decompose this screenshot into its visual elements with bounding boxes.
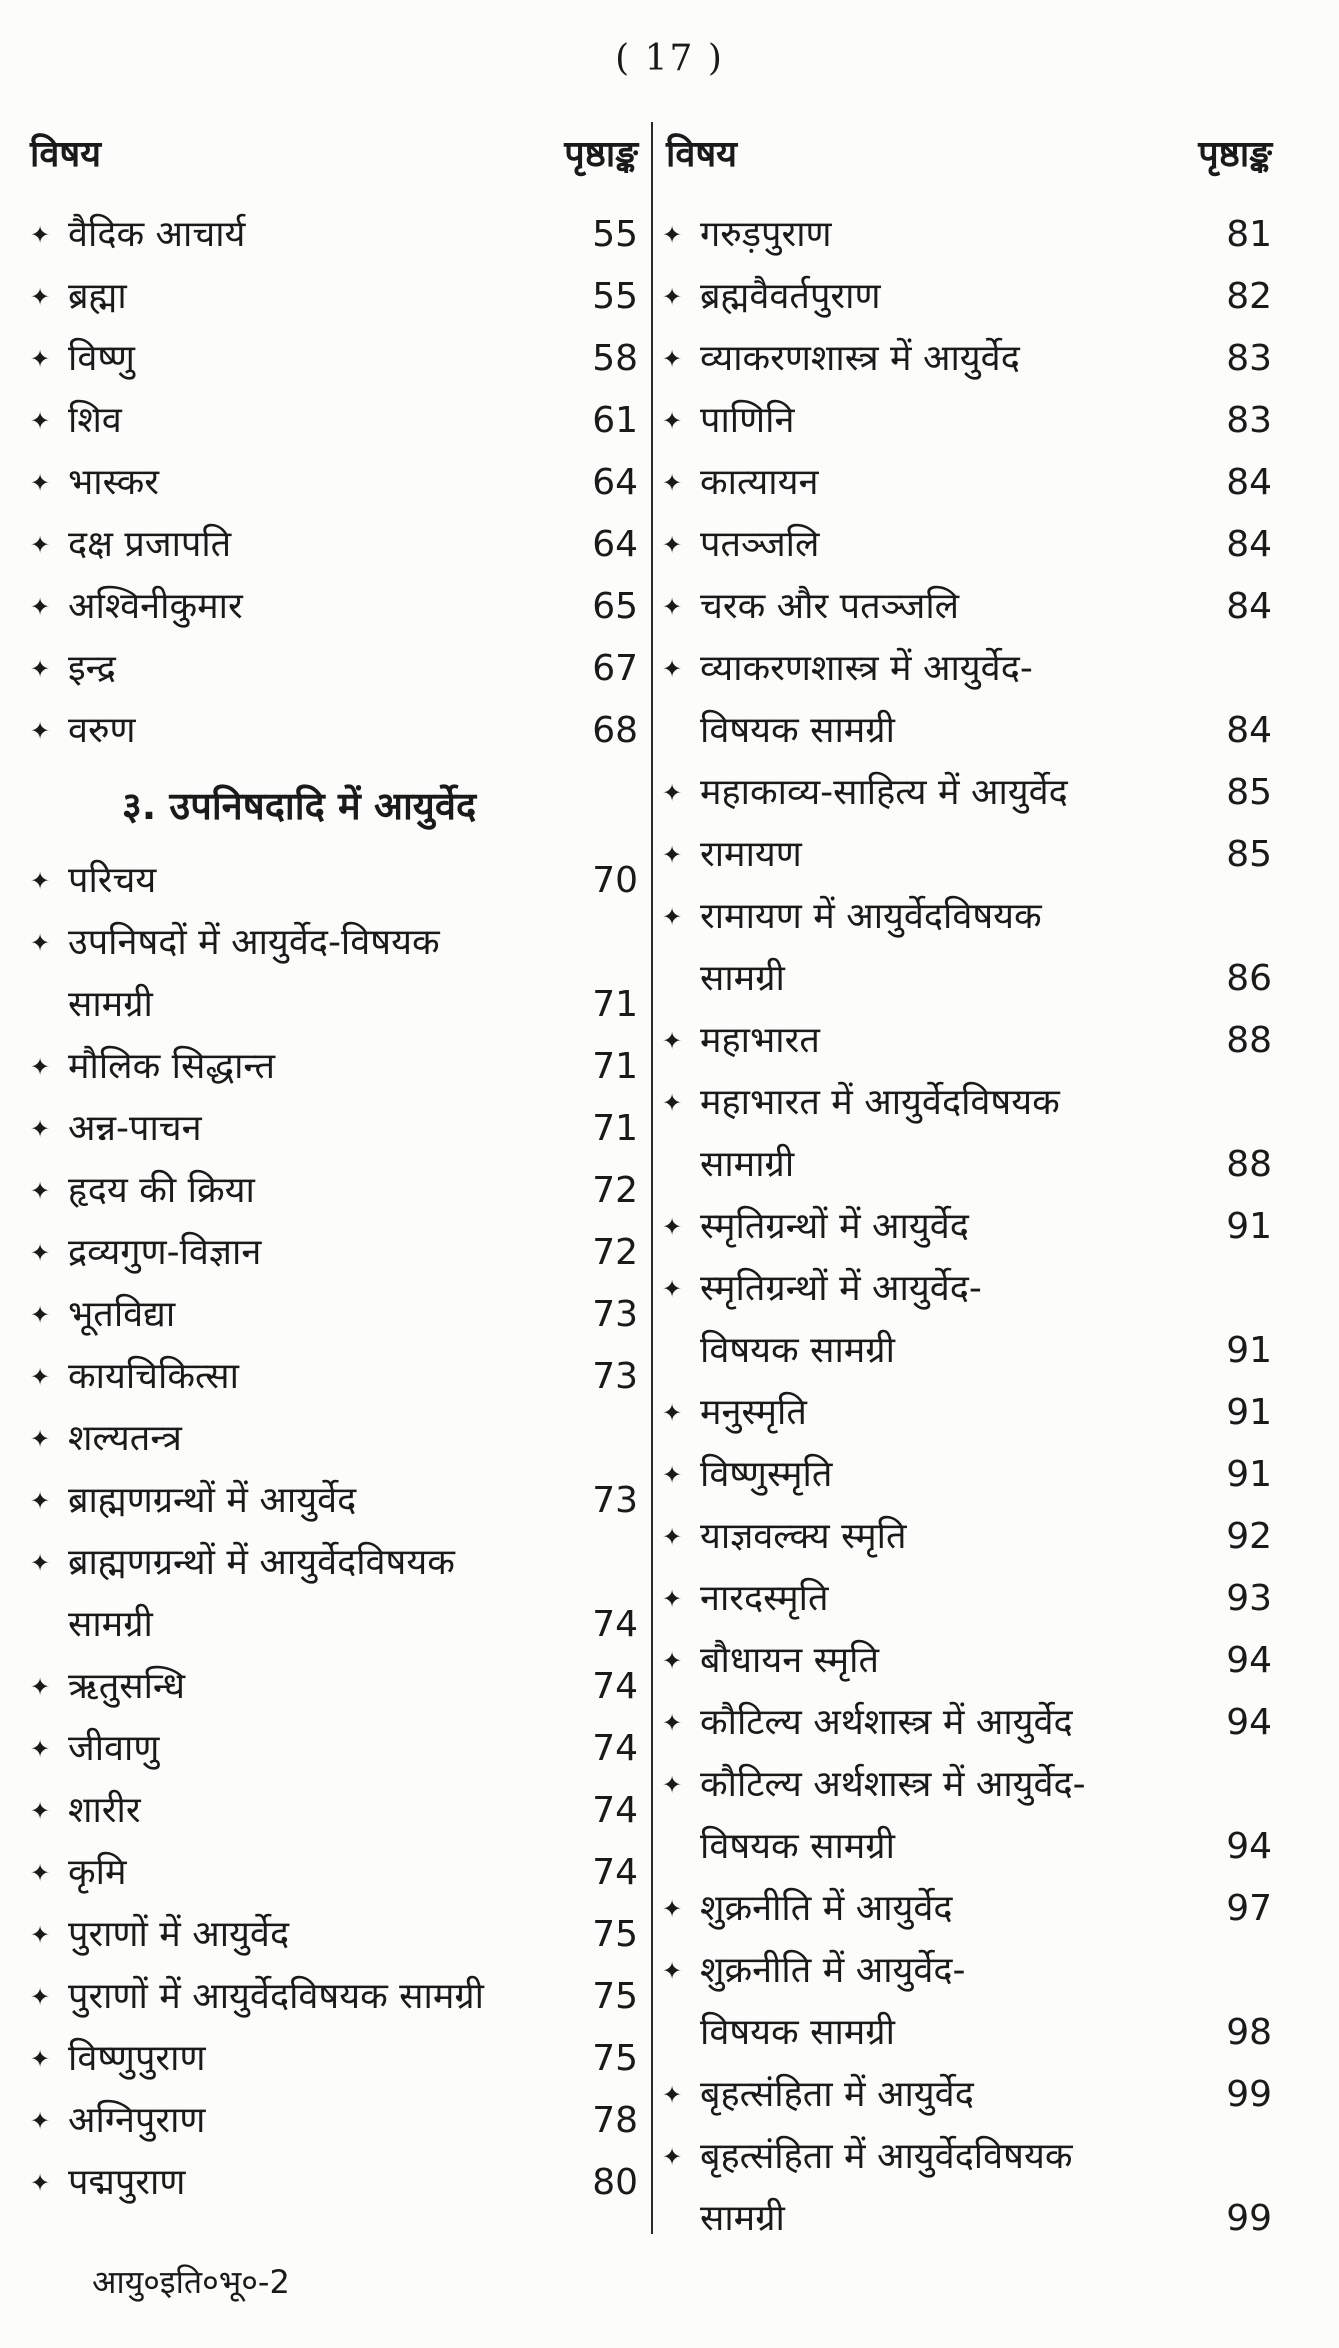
toc-entry [30, 266, 638, 328]
toc-entry [30, 1656, 638, 1718]
toc-entry-title: मनुस्मृति [700, 1392, 807, 1433]
toc-entry-title: विष्णुपुराण [68, 2038, 206, 2079]
toc-entry [662, 204, 1272, 266]
toc-entry [662, 2064, 1272, 2126]
toc-entry-title: द्रव्यगुण-विज्ञान [68, 1232, 262, 1273]
toc-entry-title: भास्कर [68, 462, 160, 503]
bullet-icon: ✦ [662, 1895, 683, 1923]
toc-entry [30, 850, 638, 912]
toc-entry-title: स्मृतिग्रन्थों में आयुर्वेद [700, 1206, 969, 1247]
bullet-icon: ✦ [662, 469, 683, 497]
toc-entry-page: 68 [592, 710, 638, 751]
page-heading: पृष्ठाङ्क [564, 133, 638, 175]
toc-entry [30, 1284, 638, 1346]
bullet-icon: ✦ [30, 2045, 51, 2073]
toc-entry-title: बृहत्संहिता में आयुर्वेद [700, 2074, 974, 2115]
toc-entry-page: 74 [592, 1666, 638, 1707]
toc-entry-page: 75 [592, 1976, 638, 2017]
toc-entry [662, 266, 1272, 328]
bullet-icon: ✦ [662, 1709, 683, 1737]
toc-entry-title: चरक और पतञ्जलि [700, 586, 960, 627]
toc-entry-page: 81 [1226, 214, 1272, 255]
bullet-icon: ✦ [662, 1771, 683, 1799]
bullet-icon: ✦ [30, 1053, 51, 1081]
toc-entry-title: कायचिकित्सा [68, 1356, 239, 1397]
toc-entry-page: 61 [592, 400, 638, 441]
toc-entry [30, 1346, 638, 1408]
toc-entry [662, 1444, 1272, 1506]
toc-entry-page: 73 [592, 1480, 638, 1521]
toc-entry-title: गरुड़पुराण [700, 214, 832, 255]
toc-entry-title: व्याकरणशास्त्र में आयुर्वेद [700, 338, 1020, 379]
toc-entry-title: भूतविद्या [68, 1294, 176, 1335]
toc-entry-title: ब्रह्मा [68, 276, 127, 317]
toc-entry-page: 91 [1226, 1392, 1272, 1433]
toc-entry-page: 74 [592, 1604, 638, 1645]
toc-entry [662, 1692, 1272, 1754]
toc-entry-page: 84 [1226, 586, 1272, 627]
bullet-icon: ✦ [662, 1957, 683, 1985]
bullet-icon: ✦ [662, 1461, 683, 1489]
toc-entry-title: शुक्रनीति में आयुर्वेद- विषयक सामग्री [700, 1950, 966, 2053]
bullet-icon: ✦ [30, 1487, 51, 1515]
toc-entry-page: 64 [592, 462, 638, 503]
toc-entry [30, 390, 638, 452]
toc-entry-page: 91 [1226, 1454, 1272, 1495]
right-column [662, 118, 1272, 2250]
toc-entry-page: 73 [592, 1356, 638, 1397]
toc-entry-title: पद्मपुराण [68, 2162, 186, 2203]
toc-entry [662, 514, 1272, 576]
bullet-icon: ✦ [662, 531, 683, 559]
toc-entry-page: 94 [1226, 1702, 1272, 1743]
toc-entry-title: पुराणों में आयुर्वेद [68, 1914, 290, 1955]
toc-entry-page: 97 [1226, 1888, 1272, 1929]
toc-entry-title: अन्न-पाचन [68, 1108, 202, 1149]
toc-entry-page: 72 [592, 1232, 638, 1273]
toc-entry-page: 84 [1226, 462, 1272, 503]
bullet-icon: ✦ [30, 1673, 51, 1701]
toc-entry [662, 1630, 1272, 1692]
toc-entry-title: महाभारत [700, 1020, 820, 1061]
left-column-header [30, 118, 638, 186]
toc-entry-title: परिचय [68, 860, 157, 901]
toc-entry [30, 1966, 638, 2028]
toc-entry-page: 70 [592, 860, 638, 901]
bullet-icon: ✦ [30, 1301, 51, 1329]
toc-entry-page: 72 [592, 1170, 638, 1211]
toc-entry-page: 88 [1226, 1144, 1272, 1185]
bullet-icon: ✦ [662, 1647, 683, 1675]
toc-entry-page: 86 [1226, 958, 1272, 999]
toc-entry [662, 452, 1272, 514]
bullet-icon: ✦ [662, 221, 683, 249]
page-number: ( 17 ) [615, 38, 724, 79]
bullet-icon: ✦ [662, 1399, 683, 1427]
bullet-icon: ✦ [30, 655, 51, 683]
toc-entry [662, 2126, 1272, 2250]
toc-entry [30, 576, 638, 638]
toc-entry-title: हृदय की क्रिया [68, 1170, 255, 1211]
toc-entry-title: ब्राह्मणग्रन्थों में आयुर्वेदविषयक सामग्री [68, 1542, 455, 1645]
toc-entry-title: ब्राह्मणग्रन्थों में आयुर्वेद [68, 1480, 357, 1521]
page-heading: पृष्ठाङ्क [1198, 133, 1272, 175]
toc-entry-title: वरुण [68, 710, 136, 751]
toc-entry-page: 99 [1226, 2198, 1272, 2239]
toc-entry-page: 98 [1226, 2012, 1272, 2053]
toc-entry-title: मौलिक सिद्धान्त [68, 1046, 276, 1087]
toc-entry-title: विष्णुस्मृति [700, 1454, 833, 1495]
toc-entry-page: 71 [592, 1046, 638, 1087]
toc-entry [662, 1072, 1272, 1196]
left-column [30, 118, 638, 2214]
bullet-icon: ✦ [30, 1363, 51, 1391]
bullet-icon: ✦ [30, 867, 51, 895]
toc-entry-page: 84 [1226, 524, 1272, 565]
toc-entry-title: वैदिक आचार्य [68, 214, 246, 255]
toc-entry-page: 85 [1226, 772, 1272, 813]
toc-entry [662, 390, 1272, 452]
toc-entry [30, 1036, 638, 1098]
toc-entry [30, 2090, 638, 2152]
toc-entry [662, 638, 1272, 762]
toc-entry-page: 71 [592, 1108, 638, 1149]
bullet-icon: ✦ [30, 283, 51, 311]
toc-entry-title: उपनिषदों में आयुर्वेद-विषयक सामग्री [68, 922, 440, 1025]
toc-entry-page: 83 [1226, 400, 1272, 441]
bullet-icon: ✦ [30, 407, 51, 435]
toc-entry [30, 2152, 638, 2214]
toc-entry-page: 55 [592, 214, 638, 255]
bullet-icon: ✦ [662, 1027, 683, 1055]
toc-entry-page: 71 [592, 984, 638, 1025]
toc-entry-page: 91 [1226, 1330, 1272, 1371]
toc-entry-title: ऋतुसन्धि [68, 1666, 186, 1707]
toc-entry [30, 1222, 638, 1284]
toc-entry-page: 55 [592, 276, 638, 317]
section-title: ३. उपनिषदादि में आयुर्वेद [122, 784, 477, 828]
toc-entry [662, 1258, 1272, 1382]
bullet-icon: ✦ [30, 469, 51, 497]
toc-entry [30, 328, 638, 390]
bullet-icon: ✦ [30, 531, 51, 559]
toc-entry-title: कौटिल्य अर्थशास्त्र में आयुर्वेद [700, 1702, 1073, 1743]
toc-entry-title: दक्ष प्रजापति [68, 524, 232, 565]
bullet-icon: ✦ [662, 779, 683, 807]
toc-entry-page: 58 [592, 338, 638, 379]
toc-entry-page: 88 [1226, 1020, 1272, 1061]
bullet-icon: ✦ [662, 1585, 683, 1613]
bullet-icon: ✦ [30, 717, 51, 745]
toc-entry-title: शल्यतन्त्र [68, 1418, 182, 1459]
toc-entry [662, 1382, 1272, 1444]
toc-entry-title: कात्यायन [700, 462, 819, 503]
toc-entry [30, 1780, 638, 1842]
bullet-icon: ✦ [662, 407, 683, 435]
toc-entry-title: पाणिनि [700, 400, 795, 441]
toc-entry [662, 1940, 1272, 2064]
toc-entry-title: जीवाणु [68, 1728, 160, 1769]
bullet-icon: ✦ [662, 1213, 683, 1241]
toc-entry-page: 94 [1226, 1826, 1272, 1867]
toc-entry-page: 91 [1226, 1206, 1272, 1247]
toc-entry-title: रामायण [700, 834, 802, 875]
toc-entry-title: रामायण में आयुर्वेदविषयक सामग्री [700, 896, 1042, 999]
toc-entry [662, 1878, 1272, 1940]
bullet-icon: ✦ [662, 841, 683, 869]
left-entries-bottom [30, 850, 638, 2214]
toc-entry [662, 576, 1272, 638]
bullet-icon: ✦ [30, 1177, 51, 1205]
toc-entry-page: 83 [1226, 338, 1272, 379]
toc-entry-page: 74 [592, 1852, 638, 1893]
toc-entry [30, 1408, 638, 1470]
toc-entry-title: अग्निपुराण [68, 2100, 206, 2141]
toc-entry-title: इन्द्र [68, 648, 116, 689]
toc-entry [662, 1506, 1272, 1568]
bullet-icon: ✦ [30, 1921, 51, 1949]
left-entries-top [30, 204, 638, 762]
toc-entry-title: अश्विनीकुमार [68, 586, 243, 627]
toc-entry-title: शिव [68, 400, 122, 441]
toc-entry-page: 99 [1226, 2074, 1272, 2115]
bullet-icon: ✦ [662, 345, 683, 373]
toc-entry [662, 824, 1272, 886]
toc-entry [30, 912, 638, 1036]
toc-entry-page: 93 [1226, 1578, 1272, 1619]
toc-entry [30, 1718, 638, 1780]
bullet-icon: ✦ [30, 1983, 51, 2011]
toc-entry [30, 452, 638, 514]
bullet-icon: ✦ [30, 1735, 51, 1763]
bullet-icon: ✦ [662, 2081, 683, 2109]
toc-entry [662, 1754, 1272, 1878]
toc-entry-title: शुक्रनीति में आयुर्वेद [700, 1888, 953, 1929]
footer-signature: आयु०इति०भू०-2 [92, 2263, 290, 2301]
bullet-icon: ✦ [662, 903, 683, 931]
toc-entry [662, 886, 1272, 1010]
subject-heading: विषय [30, 133, 102, 175]
toc-entry-page: 94 [1226, 1640, 1272, 1681]
bullet-icon: ✦ [30, 1115, 51, 1143]
toc-entry-title: बृहत्संहिता में आयुर्वेदविषयक सामग्री [700, 2136, 1073, 2239]
right-entries [662, 204, 1272, 2250]
toc-entry-title: महाभारत में आयुर्वेदविषयक सामाग्री [700, 1082, 1060, 1185]
toc-entry-title: नारदस्मृति [700, 1578, 829, 1619]
bullet-icon: ✦ [30, 2169, 51, 2197]
toc-entry [30, 2028, 638, 2090]
toc-entry [662, 1568, 1272, 1630]
toc-entry-page: 64 [592, 524, 638, 565]
bullet-icon: ✦ [30, 1425, 51, 1453]
toc-entry-page: 85 [1226, 834, 1272, 875]
toc-entry-title: बौधायन स्मृति [700, 1640, 880, 1681]
bullet-icon: ✦ [662, 655, 683, 683]
toc-entry [662, 1010, 1272, 1072]
toc-entry [30, 204, 638, 266]
toc-entry-title: याज्ञवल्क्य स्मृति [700, 1516, 907, 1557]
toc-entry [662, 328, 1272, 390]
toc-entry-title: पतञ्जलि [700, 524, 820, 565]
bullet-icon: ✦ [662, 1275, 683, 1303]
bullet-icon: ✦ [30, 2107, 51, 2135]
toc-entry-page: 74 [592, 1728, 638, 1769]
bullet-icon: ✦ [30, 1239, 51, 1267]
toc-entry [30, 1842, 638, 1904]
toc-entry [30, 1160, 638, 1222]
toc-entry-title: स्मृतिग्रन्थों में आयुर्वेद- विषयक सामग्री [700, 1268, 982, 1371]
toc-entry-title: ब्रह्मवैवर्तपुराण [700, 276, 881, 317]
toc-entry [30, 700, 638, 762]
bullet-icon: ✦ [662, 1089, 683, 1117]
toc-entry [30, 1098, 638, 1160]
bullet-icon: ✦ [662, 1523, 683, 1551]
toc-entry [30, 638, 638, 700]
toc-entry-title: विष्णु [68, 338, 135, 379]
toc-entry [30, 514, 638, 576]
toc-entry-page: 78 [592, 2100, 638, 2141]
bullet-icon: ✦ [30, 221, 51, 249]
toc-entry-page: 92 [1226, 1516, 1272, 1557]
toc-entry [30, 1904, 638, 1966]
toc-entry-page: 67 [592, 648, 638, 689]
bullet-icon: ✦ [30, 1797, 51, 1825]
bullet-icon: ✦ [30, 1859, 51, 1887]
toc-entry [662, 762, 1272, 824]
bullet-icon: ✦ [30, 593, 51, 621]
bullet-icon: ✦ [30, 929, 51, 957]
bullet-icon: ✦ [30, 345, 51, 373]
toc-entry-title: कौटिल्य अर्थशास्त्र में आयुर्वेद- विषयक सामग्री [700, 1764, 1086, 1867]
toc-entry [662, 1196, 1272, 1258]
bullet-icon: ✦ [662, 283, 683, 311]
toc-entry-page: 80 [592, 2162, 638, 2203]
toc-entry-page: 75 [592, 2038, 638, 2079]
toc-entry-page: 75 [592, 1914, 638, 1955]
toc-entry-title: महाकाव्य-साहित्य में आयुर्वेद [700, 772, 1068, 813]
toc-entry-page: 84 [1226, 710, 1272, 751]
toc-entry [30, 1470, 638, 1532]
toc-entry-title: कृमि [68, 1852, 127, 1893]
toc-entry-page: 74 [592, 1790, 638, 1831]
bullet-icon: ✦ [662, 593, 683, 621]
toc-entry-title: शारीर [68, 1790, 141, 1831]
subject-heading: विषय [666, 133, 738, 175]
toc-entry-page: 82 [1226, 276, 1272, 317]
bullet-icon: ✦ [30, 1549, 51, 1577]
toc-entry-title: व्याकरणशास्त्र में आयुर्वेद- विषयक सामग्री [700, 648, 1033, 751]
toc-entry [30, 1532, 638, 1656]
toc-entry-page: 73 [592, 1294, 638, 1335]
toc-entry-title: पुराणों में आयुर्वेदविषयक सामग्री [68, 1976, 485, 2017]
toc-entry-page: 65 [592, 586, 638, 627]
bullet-icon: ✦ [662, 2143, 683, 2171]
column-divider [651, 122, 653, 2234]
right-column-header [662, 118, 1272, 186]
